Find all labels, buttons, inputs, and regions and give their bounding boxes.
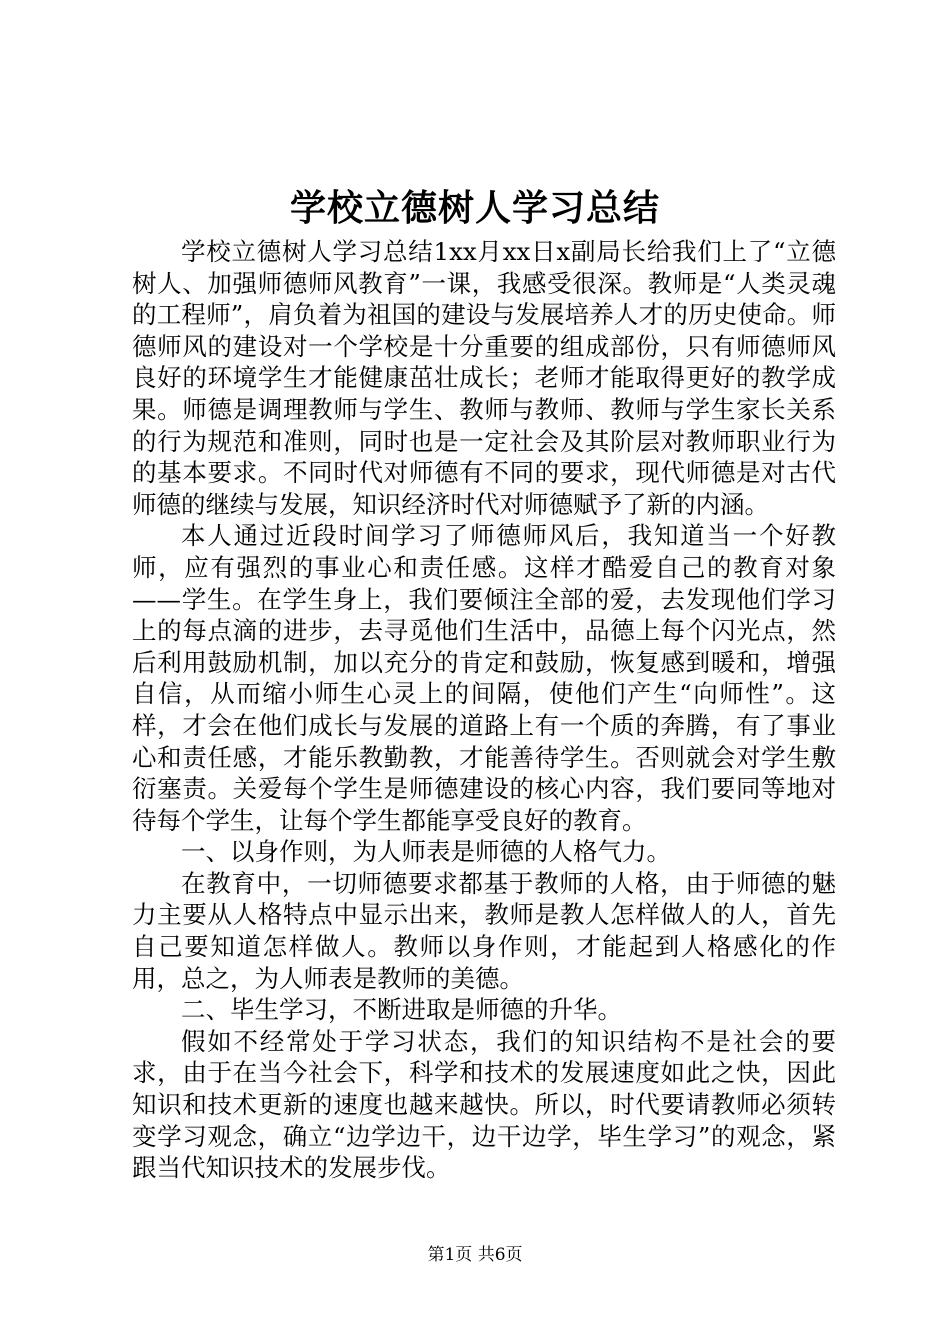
paragraph-intro: 学校立德树人学习总结1xx月xx日x副局长给我们上了“立德树人、加强师德师风教育”一课，我感受很深。教师是“人类灵魂的工程师”，肩负着为祖国的建设与发展培养人才的历史使命。师德师风的建设对一个学校是十分重要的组成部份，只有师德师风良好的环境学生才能健康茁壮成长；老师才能取得更好的教学成果。师德是调理教师与学生、教师与教师、教师与学生家长关系的行为规范和准则，同时也是一定社会及其阶层对教师职业行为的基本要求。不同时代对师德有不同的要求，现代师德是对古代师德的继续与发展，知识经济时代对师德赋予了新的内涵。 — [132, 237, 836, 519]
document-title: 学校立德树人学习总结 — [289, 187, 660, 229]
page-number-footer: 第1页 共6页 — [427, 1245, 523, 1265]
document-body — [132, 236, 836, 1184]
section-heading-one: 一、以身作则，为人师表是师德的人格气力。 — [181, 837, 671, 867]
paragraph-learning: 假如不经常处于学习状态，我们的知识结构不是社会的要求，由于在当今社会下，科学和技术的发展速度如此之快，因此知识和技术更新的速度也越来越快。所以，时代要请教师必须转变学习观念，确立“边学边干，边干边学，毕生学习”的观念，紧跟当代知识技术的发展步伐。 — [132, 1026, 836, 1183]
paragraph-personality: 在教育中，一切师德要求都基于教师的人格，由于师德的魅力主要从人格特点中显示出来，教师是教人怎样做人的人，首先自己要知道怎样做人。教师以身作则，才能起到人格感化的作用，总之，为人师表是教师的美德。 — [132, 868, 836, 993]
paragraph-responsibility: 本人通过近段时间学习了师德师风后，我知道当一个好教师，应有强烈的事业心和责任感。这样才酷爱自己的教育对象——学生。在学生身上，我们要倾注全部的爱，去发现他们学习上的每点滴的进步，去寻觅他们生活中，品德上每个闪光点，然后利用鼓励机制，加以充分的肯定和鼓励，恢复感到暖和，增强自信，从而缩小师生心灵上的间隔，使他们产生“向师性”。这样，才会在他们成长与发展的道路上有一个质的奔腾，有了事业心和责任感，才能乐教勤教，才能善待学生。否则就会对学生敷衍塞责。关爱每个学生是师德建设的核心内容，我们要同等地对待每个学生，让每个学生都能享受良好的教育。 — [132, 521, 836, 835]
section-heading-two: 二、毕生学习，不断进取是师德的升华。 — [181, 995, 622, 1025]
